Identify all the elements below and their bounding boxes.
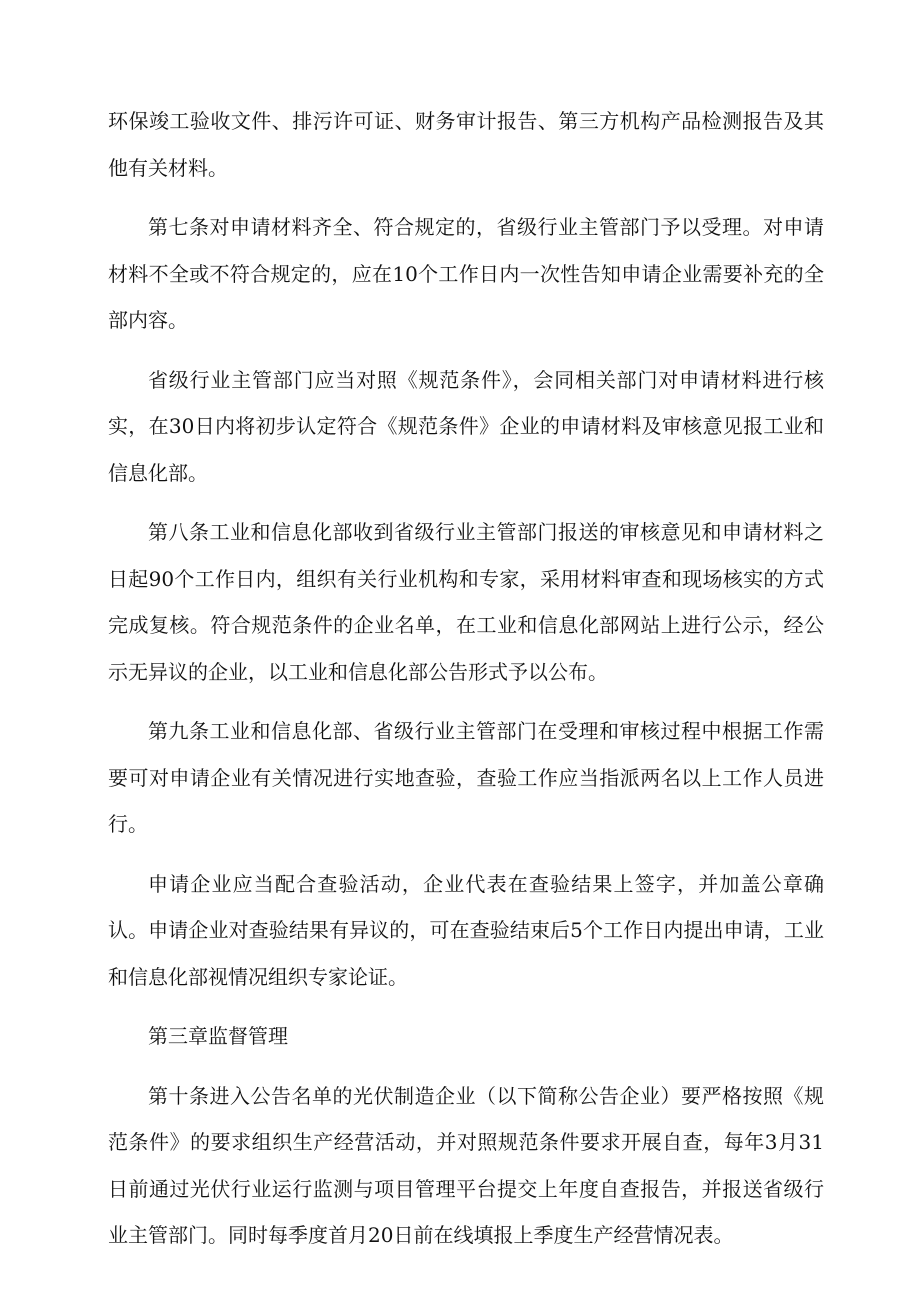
paragraph-provincial-review: 省级行业主管部门应当对照《规范条件》，会同相关部门对申请材料进行核实，在30日内将初步认定符合《规范条件》企业的申请材料及审核意见报工业和信息化部。: [108, 367, 824, 485]
paragraph-inspection-cooperation: 申请企业应当配合查验活动，企业代表在查验结果上签字，并加盖公章确认。申请企业对查验结果有异议的，可在查验结束后5个工作日内提出申请，工业和信息化部视情况组织专家论证。: [108, 871, 824, 989]
paragraph-article-7: 第七条对申请材料齐全、符合规定的，省级行业主管部门予以受理。对申请材料不全或不符合规定的，应在10个工作日内一次性告知申请企业需要补充的全部内容。: [108, 215, 824, 332]
chapter-heading: 第三章监督管理: [148, 1024, 288, 1048]
paragraph-article-9: 第九条工业和信息化部、省级行业主管部门在受理和审核过程中根据工作需要可对申请企业有关情况进行实地查验，查验工作应当指派两名以上工作人员进行。: [108, 719, 824, 836]
paragraph-continuation: 环保竣工验收文件、排污许可证、财务审计报告、第三方机构产品检测报告及其他有关材料。: [108, 109, 824, 180]
paragraph-article-8: 第八条工业和信息化部收到省级行业主管部门报送的审核意见和申请材料之日起90个工作日内，组织有关行业机构和专家，采用材料审查和现场核实的方式完成复核。符合规范条件的企业名单，在工业和信息化部网站上进行公示，经公示无异议的企业，以工业和信息化部公告形式予以公布。: [108, 520, 824, 684]
paragraph-article-10: 第十条进入公告名单的光伏制造企业（以下简称公告企业）要严格按照《规范条件》的要求组织生产经营活动，并对照规范条件要求开展自查，每年3月31日前通过光伏行业运行监测与项目管理平台提交上年度自查报告，并报送省级行业主管部门。同时每季度首月20日前在线填报上季度生产经营情况表。: [108, 1083, 824, 1247]
document-body: [108, 98, 824, 1259]
